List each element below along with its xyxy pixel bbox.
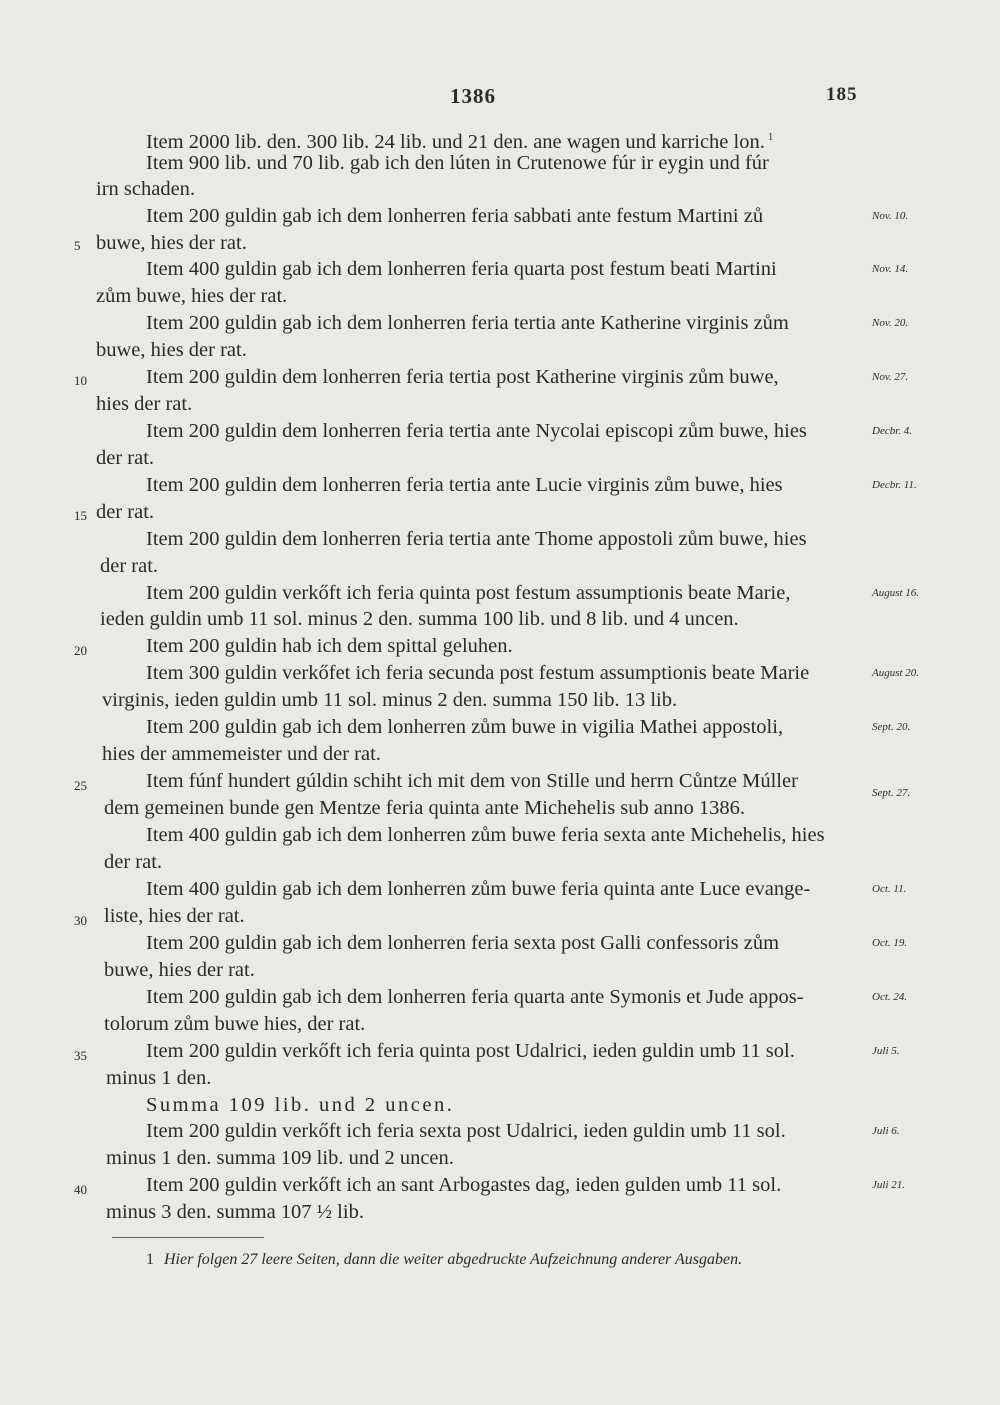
text-line: Summa 109 lib. und 2 uncen. — [146, 1094, 455, 1116]
text-line: tolorum zům buwe hies, der rat. — [104, 1013, 366, 1035]
text-line: buwe, hies der rat. — [104, 959, 255, 981]
margin-date-note: Decbr. 11. — [872, 479, 917, 491]
footnote-divider — [112, 1237, 264, 1238]
text-line: Item 200 guldin dem lonherren feria tertia ante Nycolai episcopi zům buwe, hies — [146, 420, 807, 442]
text-line: der rat. — [96, 447, 155, 469]
line-number: 25 — [74, 778, 87, 793]
text-line: Item 400 guldin gab ich dem lonherren feria quarta post festum beati Martini — [146, 258, 777, 280]
text-line: minus 1 den. summa 109 lib. und 2 uncen. — [106, 1147, 454, 1169]
text-line: zům buwe, hies der rat. — [96, 285, 288, 307]
line-number: 20 — [74, 643, 87, 658]
text-line: buwe, hies der rat. — [96, 232, 247, 254]
text-line: minus 3 den. summa 107 ½ lib. — [106, 1201, 364, 1223]
text-line: irn schaden. — [96, 178, 196, 200]
text-line: Item 400 guldin gab ich dem lonherren zům buwe feria quinta ante Luce evange- — [146, 878, 811, 900]
text-line: Item 300 guldin verkőfet ich feria secunda post festum assumptionis beate Marie — [146, 662, 810, 684]
margin-date-note: Nov. 20. — [872, 317, 909, 329]
text-line: Item 200 guldin dem lonherren feria tertia ante Lucie virginis zům buwe, hies — [146, 474, 783, 496]
text-line: der rat. — [96, 501, 155, 523]
text-line: Item 200 guldin verkőft ich an sant Arbogastes dag, ieden gulden umb 11 sol. — [146, 1174, 782, 1196]
text-line: Item fúnf hundert gúldin schiht ich mit dem von Stille und herrn Cůntze Múller — [146, 770, 798, 792]
text-line: Item 2000 lib. den. 300 lib. 24 lib. und 21 den. ane wagen und karriche lon. $^1$ — [146, 130, 774, 153]
text-line: Item 900 lib. und 70 lib. gab ich den lúten in Crutenowe fúr ir eygin und fúr — [146, 152, 769, 174]
margin-date-note: Oct. 19. — [872, 937, 908, 949]
margin-date-note: Decbr. 4. — [872, 425, 913, 437]
margin-date-note: Oct. 24. — [872, 991, 908, 1003]
text-line: Item 200 guldin gab ich dem lonherren feria sabbati ante festum Martini zů — [146, 205, 764, 227]
margin-date-note: Sept. 20. — [872, 721, 911, 733]
footnote-mark: 1 — [146, 1251, 154, 1268]
text-line: Item 200 guldin verkőft ich feria sexta post Udalrici, ieden guldin umb 11 sol. — [146, 1120, 786, 1142]
text-line: virginis, ieden guldin umb 11 sol. minus 2 den. summa 150 lib. 13 lib. — [102, 689, 678, 711]
text-line: der rat. — [104, 851, 163, 873]
text-line: ieden guldin umb 11 sol. minus 2 den. summa 100 lib. und 8 lib. und 4 uncen. — [100, 608, 739, 630]
text-line: dem gemeinen bunde gen Mentze feria quinta ante Michehelis sub anno 1386. — [104, 797, 745, 819]
text-line: hies der rat. — [96, 393, 193, 415]
line-number: 35 — [74, 1048, 87, 1063]
margin-date-note: August 16. — [872, 587, 920, 599]
line-number: 15 — [74, 508, 87, 523]
page-year-header: 1386 — [450, 84, 496, 108]
line-number: 5 — [74, 238, 81, 253]
text-line: buwe, hies der rat. — [96, 339, 247, 361]
text-line: der rat. — [100, 555, 159, 577]
footnote-reference: 1 — [767, 131, 774, 143]
footnote-text: Hier folgen 27 leere Seiten, dann die weiter abgedruckte Aufzeichnung anderer Ausgaben. — [164, 1251, 743, 1268]
margin-date-note: August 20. — [872, 667, 920, 679]
margin-date-note: Oct. 11. — [872, 883, 907, 895]
text-line: Item 200 guldin gab ich dem lonherren feria sexta post Galli confessoris zům — [146, 932, 780, 954]
margin-date-note: Juli 21. — [872, 1179, 905, 1191]
text-line: Item 200 guldin verkőft ich feria quinta post festum assumptionis beate Marie, — [146, 582, 791, 604]
text-line: Item 200 guldin gab ich dem lonherren zům buwe in vigilia Mathei appostoli, — [146, 716, 784, 738]
text-line: minus 1 den. — [106, 1067, 212, 1089]
text-line: Item 400 guldin gab ich dem lonherren zům buwe feria sexta ante Michehelis, hies — [146, 824, 825, 846]
line-number: 40 — [74, 1182, 87, 1197]
margin-date-note: Nov. 27. — [872, 371, 909, 383]
page-number: 185 — [826, 84, 858, 105]
line-number: 10 — [74, 373, 87, 388]
margin-date-note: Sept. 27. — [872, 787, 911, 799]
text-line: liste, hies der rat. — [104, 905, 245, 927]
text-line: Item 200 guldin dem lonherren feria tertia post Katherine virginis zům buwe, — [146, 366, 779, 388]
footnote — [146, 1251, 742, 1269]
line-number: 30 — [74, 913, 87, 928]
text-line: Item 200 guldin verkőft ich feria quinta post Udalrici, ieden guldin umb 11 sol. — [146, 1040, 795, 1062]
margin-date-note: Juli 6. — [872, 1125, 900, 1137]
text-line: Item 200 guldin gab ich dem lonherren feria tertia ante Katherine virginis zům — [146, 312, 789, 334]
margin-date-note: Juli 5. — [872, 1045, 900, 1057]
text-line: Item 200 guldin dem lonherren feria tertia ante Thome appostoli zům buwe, hies — [146, 528, 807, 550]
text-line: hies der ammemeister und der rat. — [102, 743, 381, 765]
text-line: Item 200 guldin hab ich dem spittal geluhen. — [146, 635, 513, 657]
text-line: Item 200 guldin gab ich dem lonherren feria quarta ante Symonis et Jude appos- — [146, 986, 804, 1008]
margin-date-note: Nov. 14. — [872, 263, 909, 275]
margin-date-note: Nov. 10. — [872, 210, 909, 222]
